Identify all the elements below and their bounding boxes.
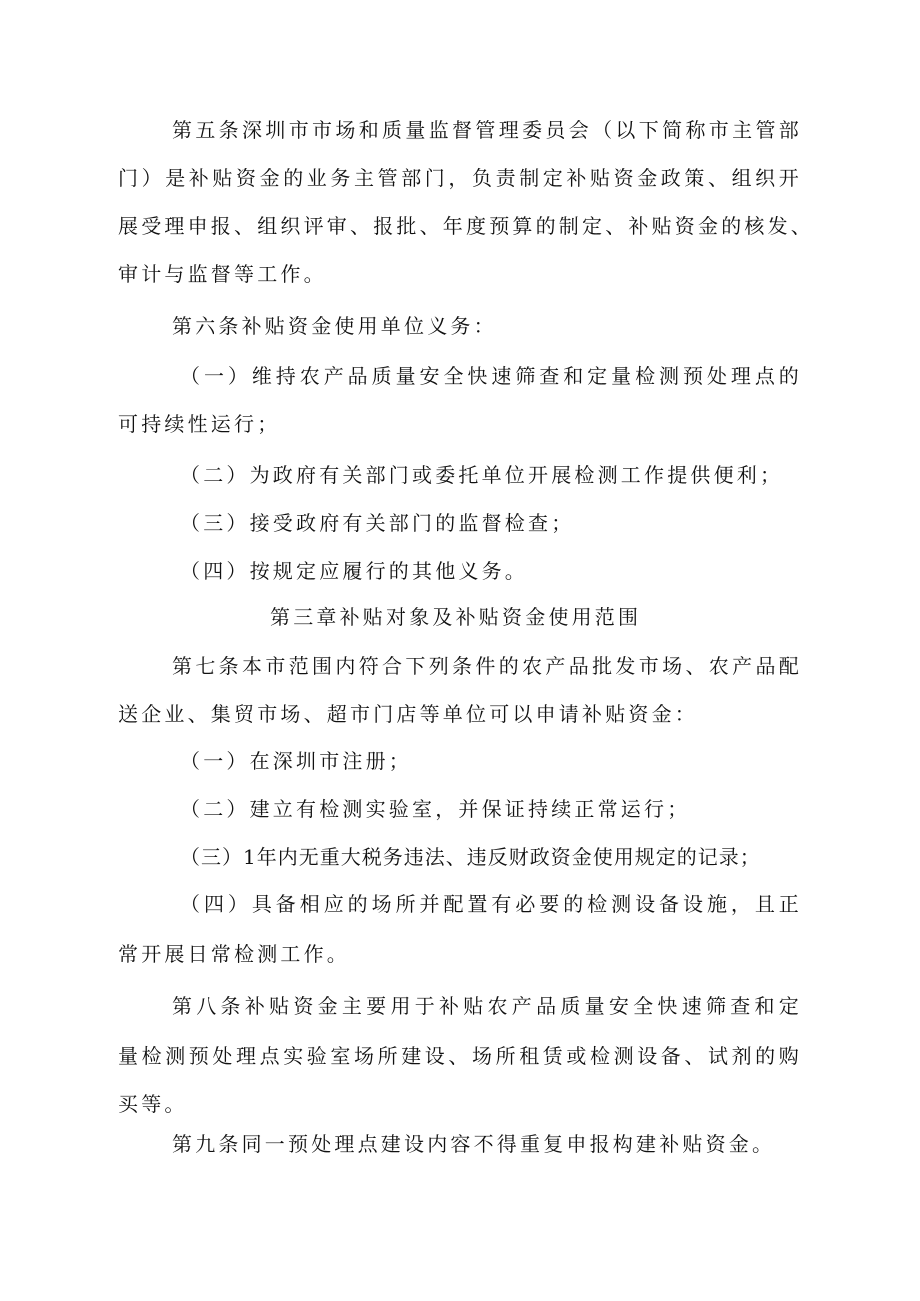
article-7-item-2: （二）建立有检测实验室，并保证持续正常运行； <box>180 797 691 821</box>
article-7-item-4-line-2: 常开展日常检测工作。 <box>118 942 350 966</box>
article-6-item-1-line-1: （一）维持农产品质量安全快速筛查和定量检测预处理点的 <box>180 364 802 388</box>
article-7-line-2: 送企业、集贸市场、超市门店等单位可以申请补贴资金： <box>118 702 698 726</box>
article-5-line-3: 展受理申报、组织评审、报批、年度预算的制定、补贴资金的核发、 <box>118 214 814 238</box>
article-9-line-1: 第九条同一预处理点建设内容不得重复申报构建补贴资金。 <box>172 1132 776 1156</box>
article-6-item-1-line-2: 可持续性运行； <box>118 412 281 436</box>
article-7-item-4-line-1: （四）具备相应的场所并配置有必要的检测设备设施，且正 <box>180 892 802 916</box>
chapter-3-title: 第三章补贴对象及补贴资金使用范围 <box>270 605 642 629</box>
article-5-line-1: 第五条深圳市市场和质量监督管理委员会（以下简称市主管部 <box>172 118 802 142</box>
article-8-line-1: 第八条补贴资金主要用于补贴农产品质量安全快速筛查和定 <box>172 994 802 1018</box>
article-7-item-3: （三）1年内无重大税务违法、违反财政资金使用规定的记录； <box>180 845 761 869</box>
article-8-line-3: 买等。 <box>118 1092 188 1116</box>
article-6-item-4: （四）按规定应履行的其他义务。 <box>180 559 528 583</box>
article-5-line-2: 门）是补贴资金的业务主管部门，负责制定补贴资金政策、组织开 <box>118 166 802 190</box>
article-7-line-1: 第七条本市范围内符合下列条件的农产品批发市场、农产品配 <box>172 654 802 678</box>
article-5-line-4: 审计与监督等工作。 <box>118 262 327 286</box>
article-6-heading: 第六条补贴资金使用单位义务： <box>172 314 497 338</box>
article-8-line-2: 量检测预处理点实验室场所建设、场所租赁或检测设备、试剂的购 <box>118 1044 802 1068</box>
article-7-item-1: （一）在深圳市注册； <box>180 749 412 773</box>
article-6-item-2: （二）为政府有关部门或委托单位开展检测工作提供便利； <box>180 463 784 487</box>
article-6-item-3: （三）接受政府有关部门的监督检查； <box>180 511 575 535</box>
